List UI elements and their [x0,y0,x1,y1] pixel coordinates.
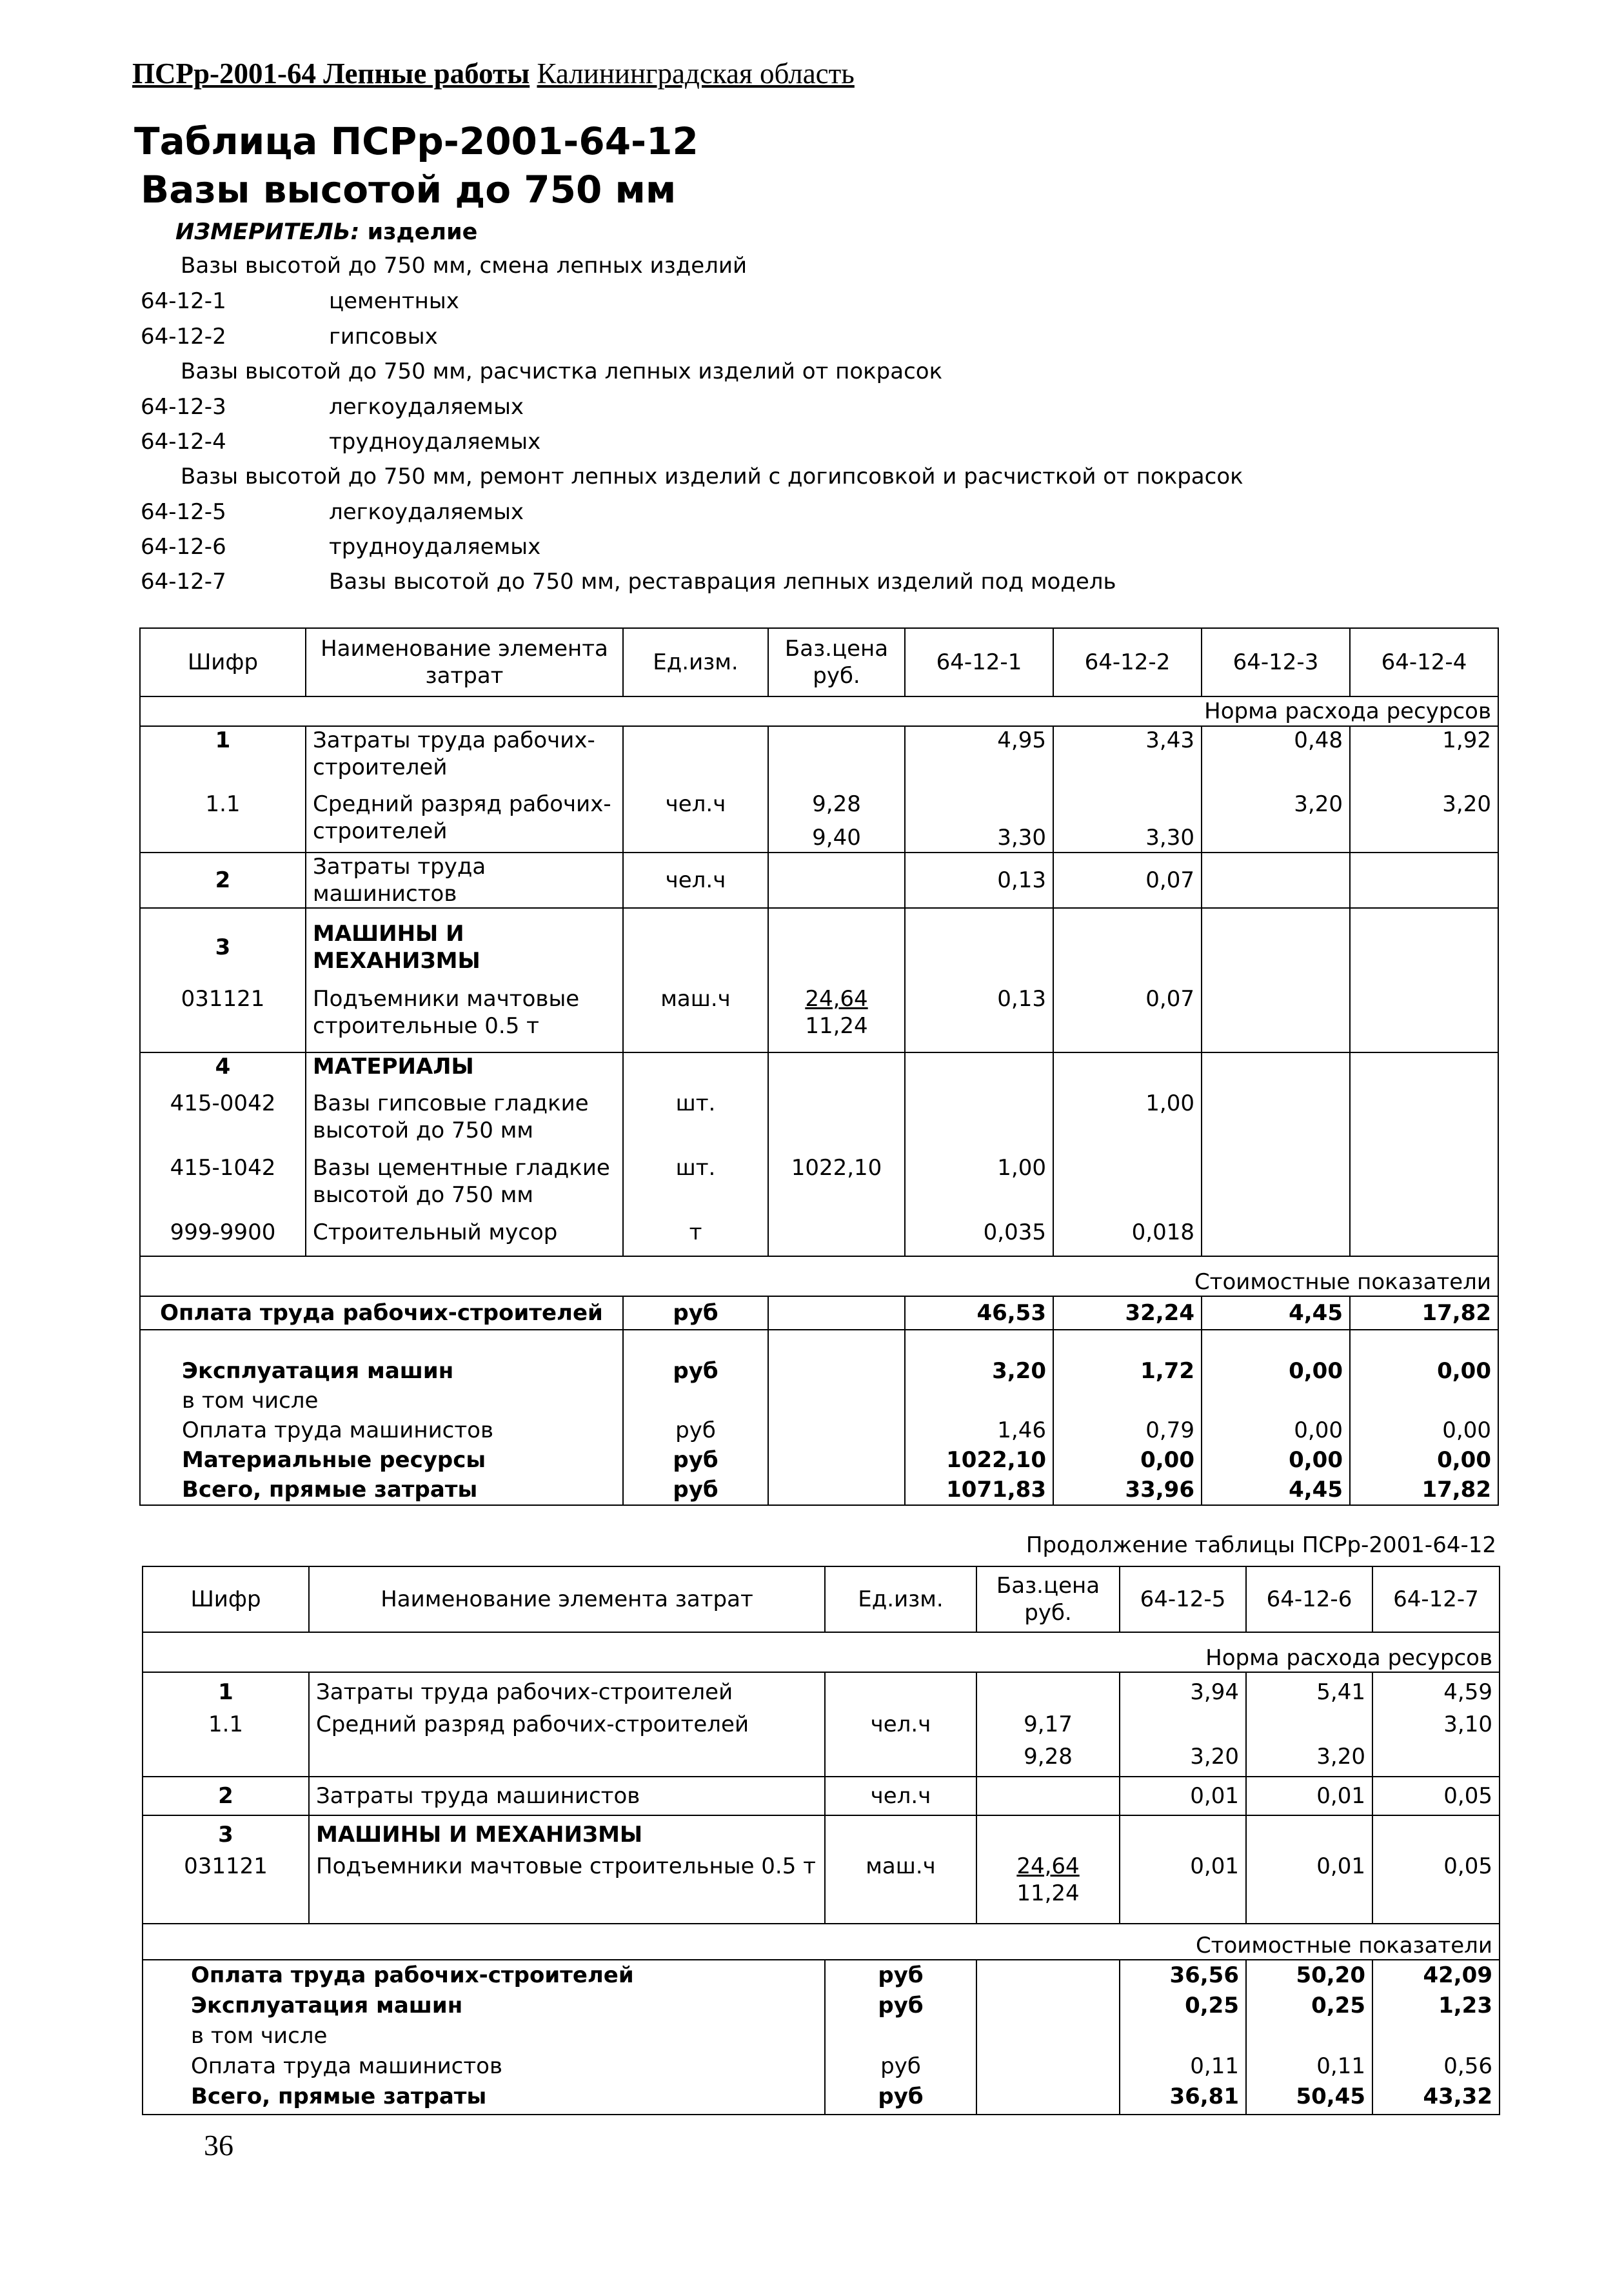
summary-block [143,1960,1500,2115]
col-64-12-6: 64-12-6 [1246,1566,1372,1632]
table-row [140,791,1498,853]
value-64-12-3: 4,45 [1202,1296,1350,1330]
value-64-12-6: 0,11 [1316,2053,1365,2079]
row-code: 2 [143,1777,309,1815]
value-64-12-7: 1,23 [1438,1993,1492,2018]
col-unit: Ед.изм. [623,628,768,696]
row-unit: чел.ч [825,1711,976,1777]
table-row [143,1711,1500,1777]
table-row [140,985,1498,1052]
section-row [140,1256,1498,1296]
price-base: 9,40 [812,825,861,851]
value-64-12-4: 17,82 [1350,1296,1498,1330]
row-code: 1.1 [143,1711,309,1777]
row-name: Средний разряд рабочих-строителей [309,1711,825,1777]
continuation-caption: Продолжение таблицы ПСРр-2001-64-12 [1025,1532,1496,1558]
group-heading: Вазы высотой до 750 мм, смена лепных изделий [181,253,748,279]
summary-name: Всего, прямые затраты [182,1477,478,1503]
value-64-12-2: 1,00 [1053,1090,1202,1154]
row-code: 4 [140,1052,306,1090]
price-current: 9,28 [812,791,861,817]
price-current: 9,17 [1024,1712,1073,1737]
row-unit: чел.ч [623,791,768,853]
summary-row [140,1296,1498,1330]
cost-label: Стоимостные показатели [143,1924,1500,1960]
table-row [140,1219,1498,1256]
value-64-12-2: 0,00 [1140,1447,1194,1473]
value-64-12-3: 0,00 [1294,1417,1343,1443]
measure-unit: изделие [367,219,478,245]
value-64-12-7: 0,05 [1372,1853,1500,1924]
item-code: 64-12-1 [141,288,226,314]
col-64-12-1: 64-12-1 [905,628,1053,696]
row-code: 031121 [143,1853,309,1924]
value-64-12-2: 32,24 [1053,1296,1202,1330]
table-row [140,1052,1498,1090]
row-unit: шт. [623,1090,768,1154]
col-code: Шифр [143,1566,309,1632]
value-64-12-2: 0,018 [1053,1219,1202,1256]
summary-name: Всего, прямые затраты [191,2084,487,2109]
col-name: Наименование элемента затрат [306,628,623,696]
price-current: 24,64 [805,986,868,1012]
summary-unit: руб [878,1993,924,2018]
row-unit: чел.ч [623,853,768,908]
item-code: 64-12-4 [141,429,226,455]
row-unit: шт. [623,1154,768,1219]
summary-unit: руб [673,1358,718,1384]
col-price: Баз.цена руб. [768,628,905,696]
col-64-12-3: 64-12-3 [1202,628,1350,696]
value-64-12-3: 3,20 [1202,791,1350,853]
price-current: 24,64 [1016,1853,1080,1879]
row-code: 3 [143,1815,309,1853]
value-64-12-7: 0,56 [1443,2053,1492,2079]
row-code: 1 [140,726,306,791]
value-64-12-1: 3,30 [997,825,1046,851]
item-code: 64-12-7 [141,569,226,595]
summary-name: Материальные ресурсы [182,1447,486,1473]
row-price: 1022,10 [768,1154,905,1219]
region: Калининградская область [537,57,855,90]
row-name: Затраты труда машинистов [309,1777,825,1815]
col-64-12-5: 64-12-5 [1120,1566,1246,1632]
measure-line [175,219,477,245]
row-code: 1 [143,1672,309,1711]
value-64-12-2: 0,07 [1053,853,1202,908]
value-64-12-5: 0,01 [1120,1853,1246,1924]
group-heading: Вазы высотой до 750 мм, расчистка лепных изделий от покрасок [181,359,943,384]
value-64-12-7: 4,59 [1372,1672,1500,1711]
value-64-12-4: 0,00 [1442,1417,1491,1443]
value-64-12-4: 0,00 [1437,1358,1491,1384]
row-code: 031121 [140,985,306,1052]
table-row [140,908,1498,985]
row-code: 3 [140,908,306,985]
col-64-12-2: 64-12-2 [1053,628,1202,696]
row-unit: маш.ч [623,985,768,1052]
section-row [143,1924,1500,1960]
value-64-12-1: 1,46 [997,1417,1046,1443]
value-64-12-7: 3,10 [1372,1711,1500,1777]
col-64-12-4: 64-12-4 [1350,628,1498,696]
value-64-12-6: 50,20 [1296,1962,1365,1988]
row-name: Затраты труда рабочих-строителей [309,1672,825,1711]
value-64-12-1: 3,20 [992,1358,1046,1384]
row-unit: чел.ч [825,1777,976,1815]
value-64-12-4: 0,00 [1437,1447,1491,1473]
table-row [143,1672,1500,1711]
table-row [143,1777,1500,1815]
measure-label: ИЗМЕРИТЕЛЬ: [175,219,360,245]
cost-label: Стоимостные показатели [140,1256,1498,1296]
row-code: 415-1042 [140,1154,306,1219]
value-64-12-5: 0,11 [1190,2053,1239,2079]
value-64-12-2: 1,72 [1140,1358,1194,1384]
summary-name: Оплата труда рабочих-строителей [191,1962,634,1988]
row-code: 2 [140,853,306,908]
row-name: Строительный мусор [306,1219,623,1256]
summary-sub: в том числе [191,2023,328,2049]
row-name: Средний разряд рабочих-строителей [306,791,623,853]
value-64-12-7: 0,05 [1372,1777,1500,1815]
value-64-12-4: 1,92 [1350,726,1498,791]
col-code: Шифр [140,628,306,696]
resource-table-2 [142,1566,1500,2115]
value-64-12-5: 3,94 [1120,1672,1246,1711]
summary-name: Оплата труда рабочих-строителей [140,1296,623,1330]
norm-label: Норма расхода ресурсов [140,696,1498,726]
summary-unit: руб [878,2084,924,2109]
value-64-12-1: 1071,83 [946,1477,1046,1503]
doc-code: ПСРр-2001-64 Лепные работы [132,57,530,90]
value-64-12-1: 0,13 [905,985,1053,1052]
row-name: МАШИНЫ И МЕХАНИЗМЫ [306,908,623,985]
value-64-12-1: 0,035 [905,1219,1053,1256]
row-name: Затраты труда машинистов [306,853,623,908]
section-row [143,1632,1500,1672]
row-code: 1.1 [140,791,306,853]
value-64-12-1: 1,00 [905,1154,1053,1219]
summary-unit: руб [675,1417,716,1443]
summary-unit: руб [623,1296,768,1330]
value-64-12-6: 3,20 [1316,1744,1365,1770]
row-unit: маш.ч [825,1853,976,1924]
summary-name: Эксплуатация машин [182,1358,454,1384]
value-64-12-2: 33,96 [1125,1477,1194,1503]
summary-name: Эксплуатация машин [191,1993,463,2018]
table-title: Таблица ПСРр-2001-64-12 [134,119,698,163]
summary-sub: в том числе [182,1388,319,1414]
value-64-12-7: 42,09 [1423,1962,1492,1988]
item-code: 64-12-3 [141,394,226,420]
norm-label: Норма расхода ресурсов [143,1632,1500,1672]
table-subtitle: Вазы высотой до 750 мм [141,168,677,212]
value-64-12-5: 0,25 [1185,1993,1239,2018]
row-name: МАШИНЫ И МЕХАНИЗМЫ [309,1815,825,1853]
value-64-12-6: 0,01 [1246,1777,1372,1815]
table-row [140,853,1498,908]
value-64-12-1: 46,53 [905,1296,1053,1330]
value-64-12-3: 0,48 [1202,726,1350,791]
value-64-12-1: 4,95 [905,726,1053,791]
item-desc: легкоудаляемых [329,499,524,525]
price-base: 11,24 [1016,1880,1080,1906]
value-64-12-2: 3,30 [1145,825,1194,851]
summary-unit: руб [880,2053,921,2079]
row-name: МАТЕРИАЛЫ [306,1052,623,1090]
page-number: 36 [204,2129,233,2162]
value-64-12-4: 17,82 [1421,1477,1491,1503]
table-row [140,726,1498,791]
item-desc: трудноудаляемых [329,429,541,455]
item-desc: трудноудаляемых [329,534,541,560]
summary-block [140,1330,1498,1505]
value-64-12-6: 5,41 [1246,1672,1372,1711]
table-header-row [140,628,1498,696]
value-64-12-2: 0,07 [1053,985,1202,1052]
running-header [132,57,855,90]
price-base: 11,24 [805,1013,868,1039]
row-code: 415-0042 [140,1090,306,1154]
table-row [143,1815,1500,1853]
table-header-row [143,1566,1500,1632]
table-row [140,1154,1498,1219]
value-64-12-3: 0,00 [1289,1447,1343,1473]
value-64-12-5: 36,81 [1169,2084,1239,2109]
value-64-12-3: 4,45 [1289,1477,1343,1503]
row-code: 999-9900 [140,1219,306,1256]
col-price: Баз.цена руб. [976,1566,1120,1632]
value-64-12-5: 3,20 [1190,1744,1239,1770]
value-64-12-6: 50,45 [1296,2084,1365,2109]
value-64-12-6: 0,25 [1311,1993,1365,2018]
summary-name: Оплата труда машинистов [191,2053,503,2079]
value-64-12-5: 0,01 [1120,1777,1246,1815]
item-code: 64-12-2 [141,324,226,350]
item-code: 64-12-5 [141,499,226,525]
row-name: Затраты труда рабочих-строителей [306,726,623,791]
value-64-12-2: 0,79 [1145,1417,1194,1443]
section-row [140,696,1498,726]
summary-name: Оплата труда машинистов [182,1417,494,1443]
item-desc: Вазы высотой до 750 мм, реставрация лепных изделий под модель [329,569,1116,595]
value-64-12-4: 3,20 [1350,791,1498,853]
col-64-12-7: 64-12-7 [1372,1566,1500,1632]
value-64-12-6: 0,01 [1246,1853,1372,1924]
value-64-12-7: 43,32 [1423,2084,1492,2109]
summary-unit: руб [878,1962,924,1988]
value-64-12-2: 3,43 [1053,726,1202,791]
value-64-12-3: 0,00 [1289,1358,1343,1384]
summary-unit: руб [673,1447,718,1473]
table-row [140,1090,1498,1154]
resource-table-1 [139,627,1499,1506]
summary-unit: руб [673,1477,718,1503]
col-unit: Ед.изм. [825,1566,976,1632]
value-64-12-1: 1022,10 [946,1447,1046,1473]
group-heading: Вазы высотой до 750 мм, ремонт лепных изделий с догипсовкой и расчисткой от покрасок [181,464,1243,489]
item-desc: цементных [329,288,459,314]
value-64-12-1: 0,13 [905,853,1053,908]
row-name: Подъемники мачтовые строительные 0.5 т [306,985,623,1052]
row-unit: т [623,1219,768,1256]
item-code: 64-12-6 [141,534,226,560]
value-64-12-5: 36,56 [1169,1962,1239,1988]
row-name: Подъемники мачтовые строительные 0.5 т [309,1853,825,1924]
col-name: Наименование элемента затрат [309,1566,825,1632]
item-desc: гипсовых [329,324,438,350]
item-desc: легкоудаляемых [329,394,524,420]
row-name: Вазы цементные гладкие высотой до 750 мм [306,1154,623,1219]
table-row [143,1853,1500,1924]
row-name: Вазы гипсовые гладкие высотой до 750 мм [306,1090,623,1154]
price-base: 9,28 [1024,1744,1073,1770]
